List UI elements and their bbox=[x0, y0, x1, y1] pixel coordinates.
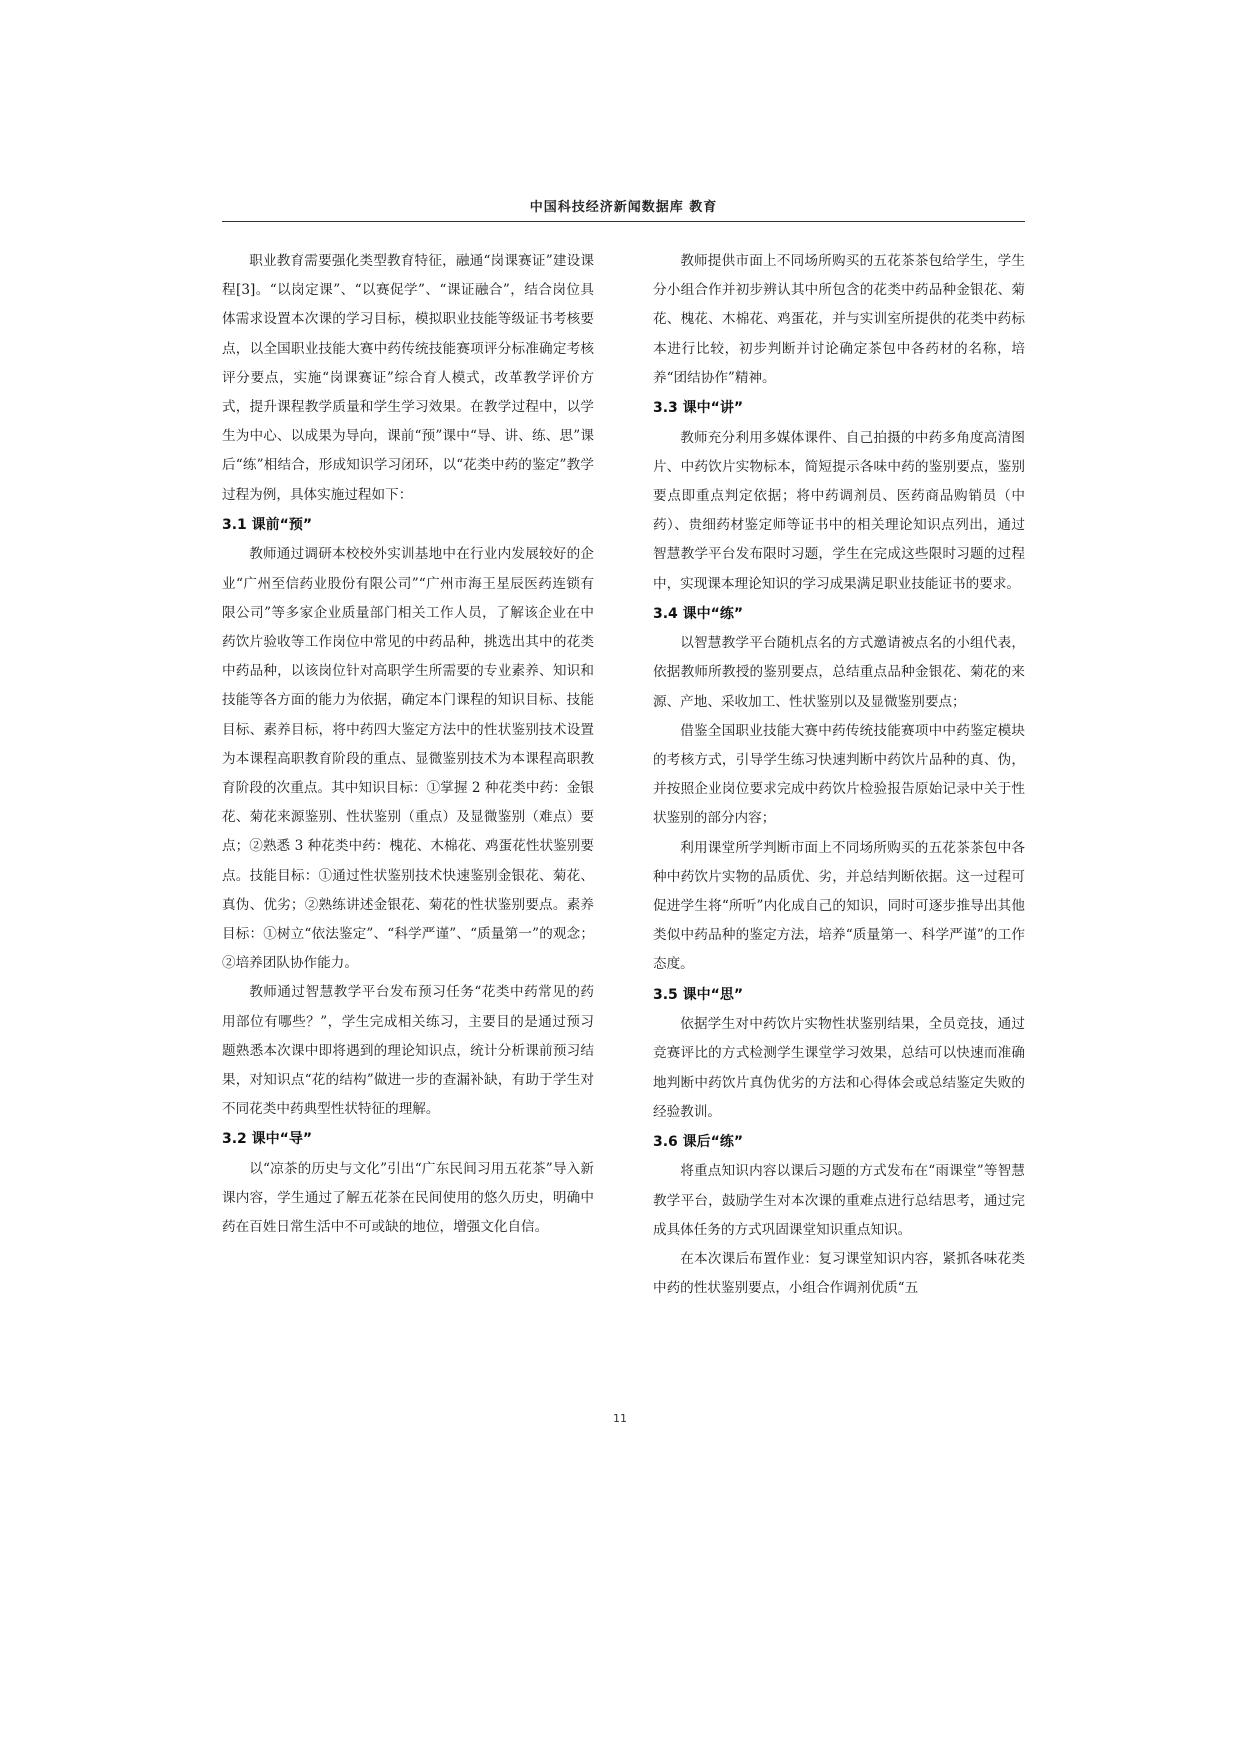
paragraph: 将重点知识内容以课后习题的方式发布在“雨课堂”等智慧教学平台，鼓励学生对本次课的重难点进行总结思考，通过完成具体任务的方式巩固课堂知识重点知识。 bbox=[653, 1163, 1025, 1238]
paragraph: 借鉴全国职业技能大赛中药传统技能赛项中中药鉴定模块的考核方式，引导学生练习快速判断中药饮片品种的真、伪，并按照企业岗位要求完成中药饮片检验报告原始记录中关于性状鉴别的部分内容； bbox=[653, 722, 1025, 827]
paragraph: 教师充分利用多媒体课件、自己拍摄的中药多角度高清图片、中药饮片实物标本，简短提示各味中药的鉴别要点，鉴别要点即重点判定依据；将中药调剂员、医药商品购销员（中药）、贵细药材鉴定师等证书中的相关理论知识点列出，通过智慧教学平台发布限时习题，学生在完成这些限时习题的过程中，实现课本理论知识的学习成果满足职业技能证书的要求。 bbox=[653, 429, 1025, 592]
section-heading-3-1: 3.1 课前“预” bbox=[222, 516, 313, 533]
paragraph: 教师提供市面上不同场所购买的五花茶茶包给学生，学生分小组合作并初步辨认其中所包含的花类中药品种金银花、菊花、槐花、木棉花、鸡蛋花，并与实训室所提供的花类中药标本进行比较，初步判断并讨论确定茶包中各药材的名称，培养“团结协作”精神。 bbox=[653, 253, 1025, 386]
paragraph: 利用课堂所学判断市面上不同场所购买的五花茶茶包中各种中药饮片实物的品质优、劣，并总结判断依据。这一过程可促进学生将“所听”内化成自己的知识，同时可逐步推导出其他类似中药品种的鉴定方法，培养“质量第一、科学严谨”的工作态度。 bbox=[653, 839, 1025, 973]
section-heading-3-5: 3.5 课中“思” bbox=[653, 986, 744, 1003]
paragraph: 以智慧教学平台随机点名的方式邀请被点名的小组代表，依据教师所教授的鉴别要点，总结重点品种金银花、菊花的来源、产地、采收加工、性状鉴别以及显微鉴别要点； bbox=[653, 635, 1025, 710]
section-heading-3-4: 3.4 课中“练” bbox=[653, 605, 744, 622]
header-rule bbox=[222, 221, 1025, 222]
section-heading-3-3: 3.3 课中“讲” bbox=[653, 400, 744, 417]
section-heading-3-2: 3.2 课中“导” bbox=[222, 1131, 313, 1148]
page-header: 中国科技经济新闻数据库 教育 bbox=[529, 200, 718, 215]
page-number: 11 bbox=[613, 1412, 627, 1425]
paragraph: 在本次课后布置作业：复习课堂知识内容，紧抓各味花类中药的性状鉴别要点，小组合作调剂优质“五 bbox=[653, 1251, 1025, 1297]
section-heading-3-6: 3.6 课后“练” bbox=[653, 1133, 744, 1150]
paragraph: 教师通过智慧教学平台发布预习任务“花类中药常见的药用部位有哪些？”，学生完成相关练习，主要目的是通过预习题熟悉本次课中即将遇到的理论知识点，统计分析课前预习结果，对知识点“花的结构”做进一步的查漏补缺，有助于学生对不同花类中药典型性状特征的理解。 bbox=[222, 984, 594, 1118]
paragraph: 以“凉茶的历史与文化”引出“广东民间习用五花茶”导入新课内容，学生通过了解五花茶在民间使用的悠久历史，明确中药在百姓日常生活中不可或缺的地位，增强文化自信。 bbox=[222, 1160, 594, 1236]
left-column bbox=[222, 247, 594, 1427]
paragraph: 教师通过调研本校校外实训基地中在行业内发展较好的企业“广州至信药业股份有限公司”“广州市海王星辰医药连锁有限公司”等多家企业质量部门相关工作人员，了解该企业在中药饮片验收等工作岗位中常见的中药品种，挑选出其中的花类中药品种，以该岗位针对高职学生所需要的专业素养、知识和技能等各方面的能力为依据，确定本门课程的知识目标、技能目标、素养目标，将中药四大鉴定方法中的性状鉴别技术设置为本课程高职教育阶段的重点、显微鉴别技术为本课程高职教育阶段的次重点。其中知识目标：①掌握 2 种花类中药：金银花、菊花来源鉴别、性状鉴别（重点）及显微鉴别（难点）要点；②熟悉 3 种花类中药：槐花、木棉花、鸡蛋花性状鉴别要点。技能目标：①通过性状鉴别技术快速鉴别金银花、菊花、真伪、优劣；②熟练讲述金银花、菊花的性状鉴别要点。素养目标：①树立“依法鉴定”、“科学严谨”、“质量第一”的观念；②培养团队协作能力。 bbox=[222, 546, 594, 972]
paragraph: 职业教育需要强化类型教育特征，融通“岗课赛证”建设课程[3]。“以岗定课”、“以赛促学”、“课证融合”，结合岗位具体需求设置本次课的学习目标，模拟职业技能等级证书考核要点，以全国职业技能大赛中药传统技能赛项评分标准确定考核评分要点，实施“岗课赛证”综合育人模式，改革教学评价方式，提升课程教学质量和学生学习效果。在教学过程中，以学生为中心、以成果为导向，课前“预”课中“导、讲、练、思”课后“练”相结合，形成知识学习闭环，以“花类中药的鉴定”教学过程为例，具体实施过程如下： bbox=[222, 253, 594, 503]
paragraph: 依据学生对中药饮片实物性状鉴别结果，全员竞技，通过竞赛评比的方式检测学生课堂学习效果，总结可以快速而准确地判断中药饮片真伪优劣的方法和心得体会或总结鉴定失败的经验教训。 bbox=[653, 1016, 1025, 1120]
right-column bbox=[653, 247, 1025, 1427]
